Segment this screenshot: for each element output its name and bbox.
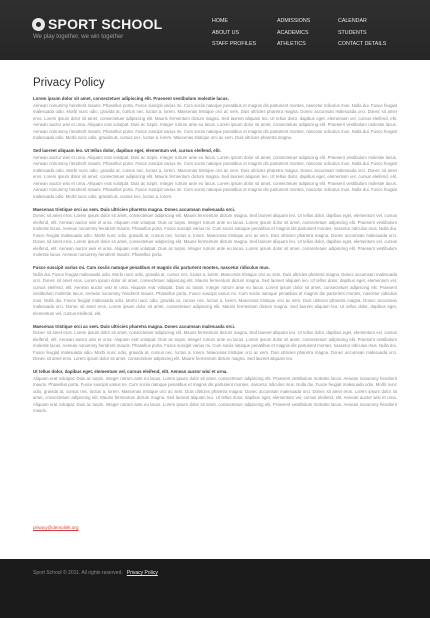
section-heading: Maecenas tristique orci ac sem. Duis ultricies pharetra magna. Donec accumsan malesuada orci. (33, 206, 236, 212)
section-heading: Ut tellus dolor, dapibus eget, elementum vel, cursus eleifend, elit. Aenean auctor wisi et urna. (33, 369, 228, 374)
tagline: We play together, we win together (33, 34, 124, 40)
nav-item-home[interactable]: HOME (212, 18, 228, 24)
nav-column-2 (277, 16, 310, 51)
policy-text (33, 96, 397, 421)
section-body: Aenean auctor wisi et urna. Aliquam erat volutpat. Duis ac turpis. Integer rutrum ante eu lacus. Lorem ipsum dolor sit amet, consectetuer adipiscing elit. Praesent vestibulum molestie lacus. Aenean nonummy hendrerit mauris. Phasellus porta. Fusce suscipit varius mi. Cum sociis natoque penatibus et magnis dis parturient montes, nascetur ridiculus mus. Nulla dui. Fusce feugiat malesuada odio. Morbi nunc odio, gravida at, cursus nec, luctus a, lorem. Maecenas tristique orci ac sem. Duis ultricies pharetra magna. Donec accumsan malesuada orci. Donec sit amet eros. Lorem ipsum dolor sit amet, consectetuer adipiscing elit. Mauris fermentum dictum magna. Sed laoreet aliquam leo. Ut tellus dolor, dapibus eget, elementum vel, cursus eleifend, elit. Aenean auctor wisi et urna. Aliquam erat volutpat. Duis ac turpis. Integer rutrum ante eu lacus. Lorem ipsum dolor sit amet, consectetuer adipiscing elit. Praesent vestibulum molestie lacus. Aenean nonummy hendrerit mauris. Phasellus porta. Fusce suscipit varius mi. Cum sociis natoque penatibus et magnis dis parturient montes, nascetur ridiculus mus. Nulla dui. Fusce feugiat malesuada odio. Morbi nunc odio, gravida at, cursus nec, luctus a, lorem. (33, 154, 397, 199)
footer-text (33, 570, 158, 576)
policy-section (33, 207, 397, 259)
nav-item-staff-profiles[interactable]: STAFF PROFILES (212, 41, 257, 47)
section-heading: Fusce suscipit varius mi. Cum sociis natoque penatibus et magnis dis parturient montes, nascetur ridiculus mus. (33, 265, 270, 270)
site-footer (0, 559, 430, 618)
nav-item-students[interactable]: STUDENTS (338, 29, 367, 36)
logo-text: SPORT SCHOOL (48, 16, 163, 32)
policy-section (33, 369, 397, 415)
policy-section (33, 148, 397, 200)
section-body: Donec sit amet eros. Lorem ipsum dolor sit amet, consectetuer adipiscing elit. Mauris fermentum dictum magna. Sed laoreet aliquam leo. Ut tellus dolor, dapibus eget, elementum vel, cursus eleifend, elit. Aenean auctor wisi et urna. Aliquam erat volutpat. Duis ac turpis. Integer rutrum ante eu lacus. Lorem ipsum dolor sit amet, consectetuer adipiscing elit. Praesent vestibulum molestie lacus. Aenean nonummy hendrerit mauris. Phasellus porta. Fusce suscipit varius mi. Cum sociis natoque penatibus et magnis dis parturient montes, nascetur ridiculus mus. Nulla dui. Fusce feugiat malesuada odio. Morbi nunc odio, gravida at, cursus nec, luctus a, lorem. Maecenas tristique orci ac sem. Duis ultricies pharetra magna. Donec accumsan malesuada orci. Donec sit amet eros. Lorem ipsum dolor sit amet, consectetuer adipiscing elit. Mauris fermentum dictum magna. Sed laoreet aliquam leo. (33, 330, 397, 361)
email-link[interactable]: privacy@demolink.org (33, 525, 79, 530)
section-body: Donec sit amet eros. Lorem ipsum dolor sit amet, consectetuer adipiscing elit. Mauris fermentum dictum magna. Sed laoreet aliquam leo. Ut tellus dolor, dapibus eget, elementum vel, cursus eleifend, elit. Aenean auctor wisi et urna. Aliquam erat volutpat. Duis ac turpis. Integer rutrum ante eu lacus. Lorem ipsum dolor sit amet, consectetuer adipiscing elit. Praesent vestibulum molestie lacus. Aenean nonummy hendrerit mauris. Phasellus porta. Fusce suscipit varius mi. Cum sociis natoque penatibus et magnis dis parturient montes, nascetur ridiculus mus. Nulla dui. Fusce feugiat malesuada odio. Morbi nunc odio, gravida at, cursus nec, luctus a, lorem. Maecenas tristique orci ac sem. Duis ultricies pharetra magna. Donec accumsan malesuada orci. Donec sit amet eros. Lorem ipsum dolor sit amet, consectetuer adipiscing elit. Mauris fermentum dictum magna. Sed laoreet aliquam leo. Ut tellus dolor, dapibus eget, elementum vel, cursus eleifend, elit. Aenean auctor wisi et urna. Aliquam erat volutpat. Duis ac turpis. Integer rutrum ante eu lacus. Lorem ipsum dolor sit amet, consectetuer adipiscing elit. Praesent vestibulum molestie lacus. Aenean nonummy hendrerit mauris. Phasellus porta. (33, 213, 397, 257)
main-content (0, 60, 430, 559)
nav-column-1 (212, 16, 256, 51)
section-body: Nulla dui. Fusce feugiat malesuada odio. Morbi nunc odio, gravida at, cursus nec, luctus a, lorem. Maecenas tristique orci ac sem. Duis ultricies pharetra magna. Donec accumsan malesuada orci. Donec sit amet eros. Lorem ipsum dolor sit amet, consectetuer adipiscing elit. Mauris fermentum dictum magna. Sed laoreet aliquam leo. Ut tellus dolor, dapibus eget, elementum vel, cursus eleifend, elit. Aenean auctor wisi et urna. Aliquam erat volutpat. Duis ac turpis. Integer rutrum ante eu lacus. Lorem ipsum dolor sit amet, consectetuer adipiscing elit. Praesent vestibulum molestie lacus. Aenean nonummy hendrerit mauris. Phasellus porta. Fusce suscipit varius mi. Cum sociis natoque penatibus et magnis dis parturient montes, nascetur ridiculus mus. Nulla dui. Fusce feugiat malesuada odio. Morbi nunc odio, gravida at, cursus nec, luctus a, lorem. Maecenas tristique orci ac sem. Duis ultricies pharetra magna. Donec accumsan malesuada orci. Donec sit amet eros. Lorem ipsum dolor sit amet, consectetuer adipiscing elit. Mauris fermentum dictum magna. Sed laoreet aliquam leo. Ut tellus dolor, dapibus eget, elementum vel, cursus eleifend, elit. (33, 271, 397, 316)
section-body: Aliquam erat volutpat. Duis ac turpis. Integer rutrum ante eu lacus. Lorem ipsum dolor sit amet, consectetuer adipiscing elit. Praesent vestibulum molestie lacus. Aenean nonummy hendrerit mauris. Phasellus porta. Fusce suscipit varius mi. Cum sociis natoque penatibus et magnis dis parturient montes, nascetur ridiculus mus. Nulla dui. Fusce feugiat malesuada odio. Morbi nunc odio, gravida at, cursus nec, luctus a, lorem. Maecenas tristique orci ac sem. Duis ultricies pharetra magna. Donec accumsan malesuada orci. Donec sit amet eros. Lorem ipsum dolor sit amet, consectetuer adipiscing elit. Mauris fermentum dictum magna. Sed laoreet aliquam leo. Ut tellus dolor, dapibus eget, elementum vel, cursus eleifend, elit. Aenean auctor wisi et urna. Aliquam erat volutpat. Duis ac turpis. Integer rutrum ante eu lacus. Lorem ipsum dolor sit amet, consectetuer adipiscing elit. Praesent vestibulum molestie lacus. Aenean nonummy hendrerit mauris. (33, 375, 397, 413)
section-heading: Lorem ipsum dolor sit amet, consectetuer adipiscing elit. Praesent vestibulum molestie lacus. (33, 96, 229, 101)
nav-item-admissions[interactable]: ADMISSIONS (277, 18, 311, 24)
nav-item-academics[interactable]: ACADEMICS (277, 29, 309, 36)
footer-privacy-link[interactable]: Privacy Policy (126, 570, 158, 576)
site-header (0, 0, 430, 60)
page-title: Privacy Policy (33, 77, 105, 89)
policy-section (33, 265, 397, 317)
nav-column-3 (338, 16, 386, 51)
nav-item-about-us[interactable]: ABOUT US (212, 29, 239, 36)
copyright-text: Sport School © 2011. All rights reserved. (33, 570, 123, 576)
section-heading: Maecenas tristique orci ac sem. Duis ultricies pharetra magna. Donec accumsan malesuada orci. (33, 323, 236, 329)
logo-icon (32, 18, 45, 31)
nav-item-calendar[interactable]: CALENDAR (338, 18, 367, 24)
logo[interactable] (32, 16, 162, 32)
nav-item-contact-details[interactable]: CONTACT DETAILS (338, 41, 387, 47)
policy-section (33, 96, 397, 142)
nav-item-athletics[interactable]: ATHLETICS (277, 41, 306, 47)
section-heading: Sed laoreet aliquam leo. Ut tellus dolor, dapibus eget, elementum vel, cursus eleifend, elit. (33, 148, 221, 153)
section-body: Aenean nonummy hendrerit mauris. Phasellus porta. Fusce suscipit varius mi. Cum sociis natoque penatibus et magnis dis parturient montes, nascetur ridiculus mus. Nulla dui. Fusce feugiat malesuada odio. Morbi nunc odio, gravida at, cursus nec, luctus a, lorem. Maecenas tristique orci ac sem. Duis ultricies pharetra magna. Donec accumsan malesuada orci. Donec sit amet eros. Lorem ipsum dolor sit amet, consectetuer adipiscing elit. Mauris fermentum dictum magna. Sed laoreet aliquam leo. Ut tellus dolor, dapibus eget, elementum vel, cursus eleifend, elit. Aenean auctor wisi et urna. Aliquam erat volutpat. Duis ac turpis. Integer rutrum ante eu lacus. Lorem ipsum dolor sit amet, consectetuer adipiscing elit. Praesent vestibulum molestie lacus. Aenean nonummy hendrerit mauris. Phasellus porta. Fusce suscipit varius mi. Cum sociis natoque penatibus et magnis dis parturient montes, nascetur ridiculus mus. Nulla dui. Fusce feugiat malesuada odio. Morbi nunc odio, gravida at, cursus nec, luctus a, lorem. Maecenas tristique orci ac sem. Duis ultricies pharetra magna. (33, 102, 397, 140)
policy-section (33, 324, 397, 363)
